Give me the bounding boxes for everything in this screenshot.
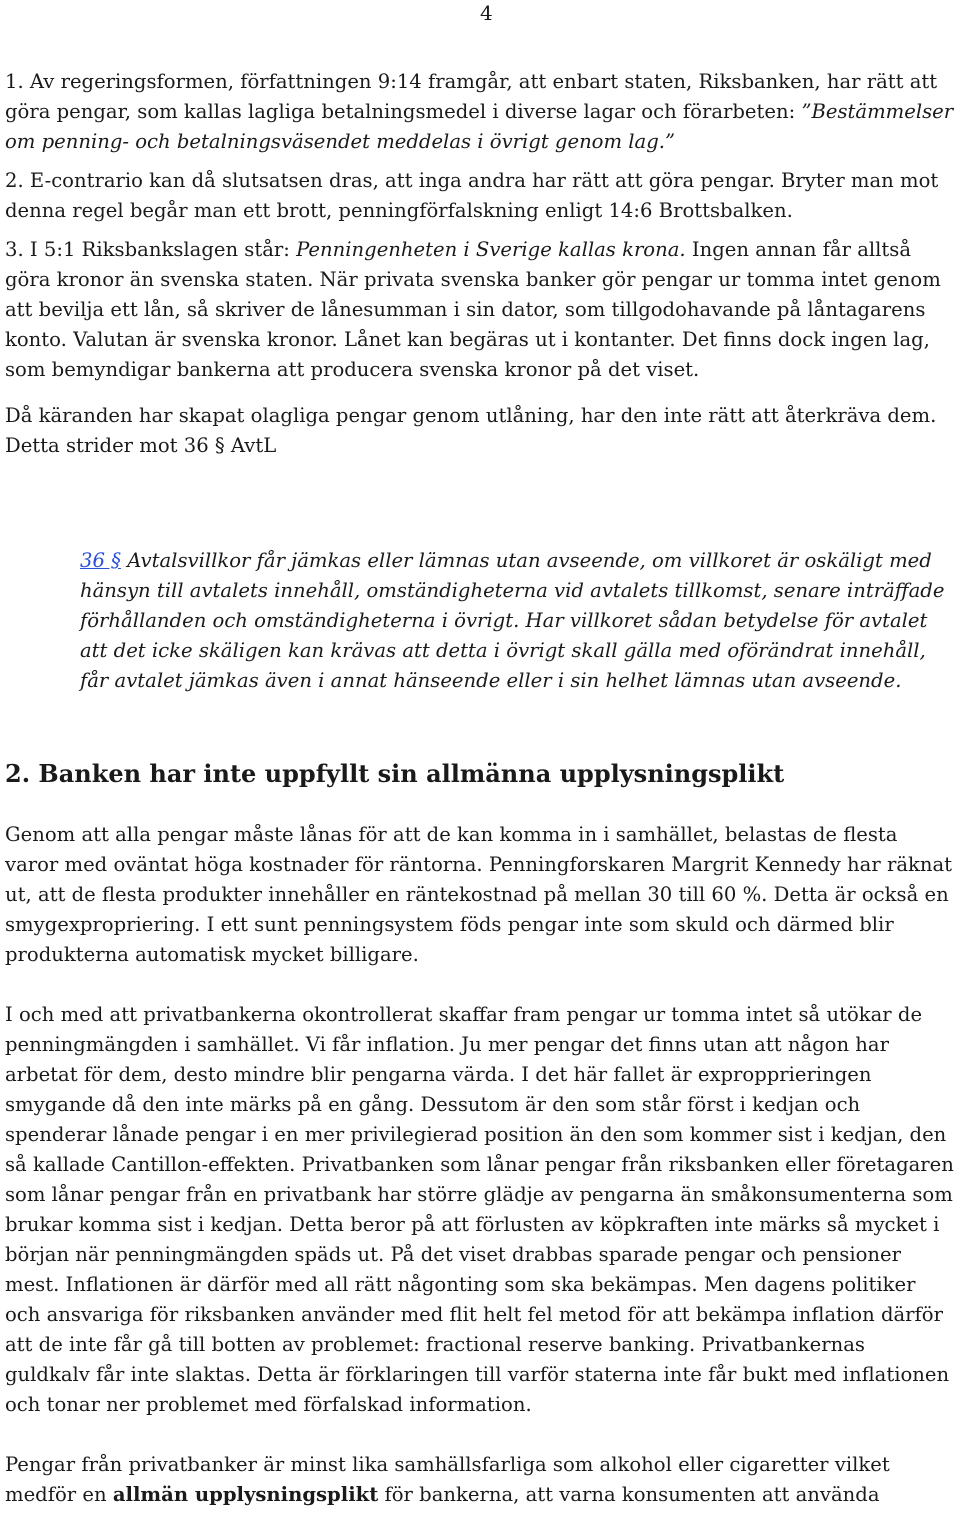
- paragraph-3-prefix: 3. I 5:1 Riksbankslagen står:: [5, 238, 297, 261]
- page-number: 4: [480, 1, 493, 25]
- paragraph-7: [5, 1450, 955, 1510]
- paragraph-1-text: 1. Av regeringsformen, författningen 9:14 framgår, att enbart staten, Riksbanken, har rätt att göra pengar, som kallas lagliga betalningsmedel i diverse lagar och förarbeten:: [5, 70, 938, 123]
- statute-quote-text: [80, 546, 955, 696]
- paragraph-2: 2. E-contrario kan då slutsatsen dras, att inga andra har rätt att göra pengar. Bryter man mot denna regel begår man ett brott, penningförfalskning enligt 14:6 Brottsbalken.: [5, 169, 939, 222]
- paragraph-3: [5, 235, 955, 385]
- paragraph-1-quote: ”Bestämmelser om penning- och betalningsväsendet meddelas i övrigt genom lag.”: [5, 100, 954, 153]
- paragraph-4: Då käranden har skapat olagliga pengar genom utlåning, har den inte rätt att återkräva dem. Detta strider mot 36 § AvtL: [5, 404, 937, 457]
- information-duty-section: [5, 820, 955, 1540]
- statute-text: Avtalsvillkor får jämkas eller lämnas utan avseende, om villkoret är oskäligt med hänsyn till avtalets innehåll, omständigheterna vid avtalets tillkomst, senare inträffade förhållanden och omständigheterna i övrigt. Har villkoret sådan betydelse för avtalet att det icke skäligen kan krävas att detta i övrigt skall gälla med oförändrat innehåll, får avtalet jämkas även i annat hänseende eller i sin helhet lämnas utan avseende.: [80, 549, 945, 692]
- statute-quote: [80, 546, 955, 696]
- paragraph-7-bold: allmän upplysningsplikt: [112, 1483, 379, 1506]
- paragraph-3-rest: Ingen annan får alltså göra kronor än svenska staten. När privata svenska banker gör pengar ur tomma intet genom att bevilja ett lån, så skriver de lånesumman i sin dator, som tillgodohavande på låntagarens konto. Valutan är svenska kronor. Lånet kan begäras ut i kontanter. Det finns dock ingen lag, som bemyndigar bankerna att producera svenska kronor på det viset.: [5, 238, 941, 381]
- paragraph-6: I och med att privatbankerna okontrollerat skaffar fram pengar ur tomma intet så utökar de penningmängden i samhället. Vi får inflation. Ju mer pengar det finns utan att någon har arbetat för dem, desto mindre blir pengarna värda. I det här fallet är expropprieringen smygande då den inte märks på en gång. Dessutom är den som står först i kedjan och spenderar lånade pengar i en mer privilegierad position än den som kommer sist i kedjan, den så kallade Cantillon-effekten. Privatbanken som lånar pengar från riksbanken eller företagaren som lånar pengar från en privatbank har större glädje av pengarna än småkonsumenterna som brukar komma sist i kedjan. Detta beror på att förlusten av köpkraften inte märks så mycket i början när penningmängden späds ut. På det viset drabbas sparade pengar och pensioner mest. Inflationen är därför med all rätt någonting som ska bekämpas. Men dagens politiker och ansvariga för riksbanken använder med flit helt fel metod för att bekämpa inflation därför att de inte får gå till botten av problemet: fractional reserve banking. Privatbankernas guldkalv får inte slaktas. Detta är förklaringen till varför staterna inte får bukt med inflationen och tonar ner problemet med förfalskad information.: [5, 1003, 954, 1416]
- legal-argument-section: [5, 67, 955, 461]
- paragraph-7-prefix: Pengar från privatbanker är minst lika samhällsfarliga som alkohol eller cigaretter vilket medför en: [5, 1453, 890, 1506]
- paragraph-3-italic: Penningenheten i Sverige kallas krona.: [296, 238, 686, 261]
- paragraph-1: [5, 67, 955, 157]
- section-heading: 2. Banken har inte uppfyllt sin allmänna upplysningsplikt: [5, 759, 785, 788]
- paragraph-7-rest: för bankerna, att varna konsumenten att använda: [378, 1483, 880, 1506]
- paragraph-5: Genom att alla pengar måste lånas för att de kan komma in i samhället, belastas de flesta varor med oväntat höga kostnader för räntorna. Penningforskaren Margrit Kennedy har räknat ut, att de flesta produkter innehåller en räntekostnad på mellan 30 till 60 %. Detta är också en smygexpropriering. I ett sunt penningsystem föds pengar inte som skuld och därmed blir produkterna automatisk mycket billigare.: [5, 823, 953, 966]
- statute-link[interactable]: 36 §: [80, 549, 121, 572]
